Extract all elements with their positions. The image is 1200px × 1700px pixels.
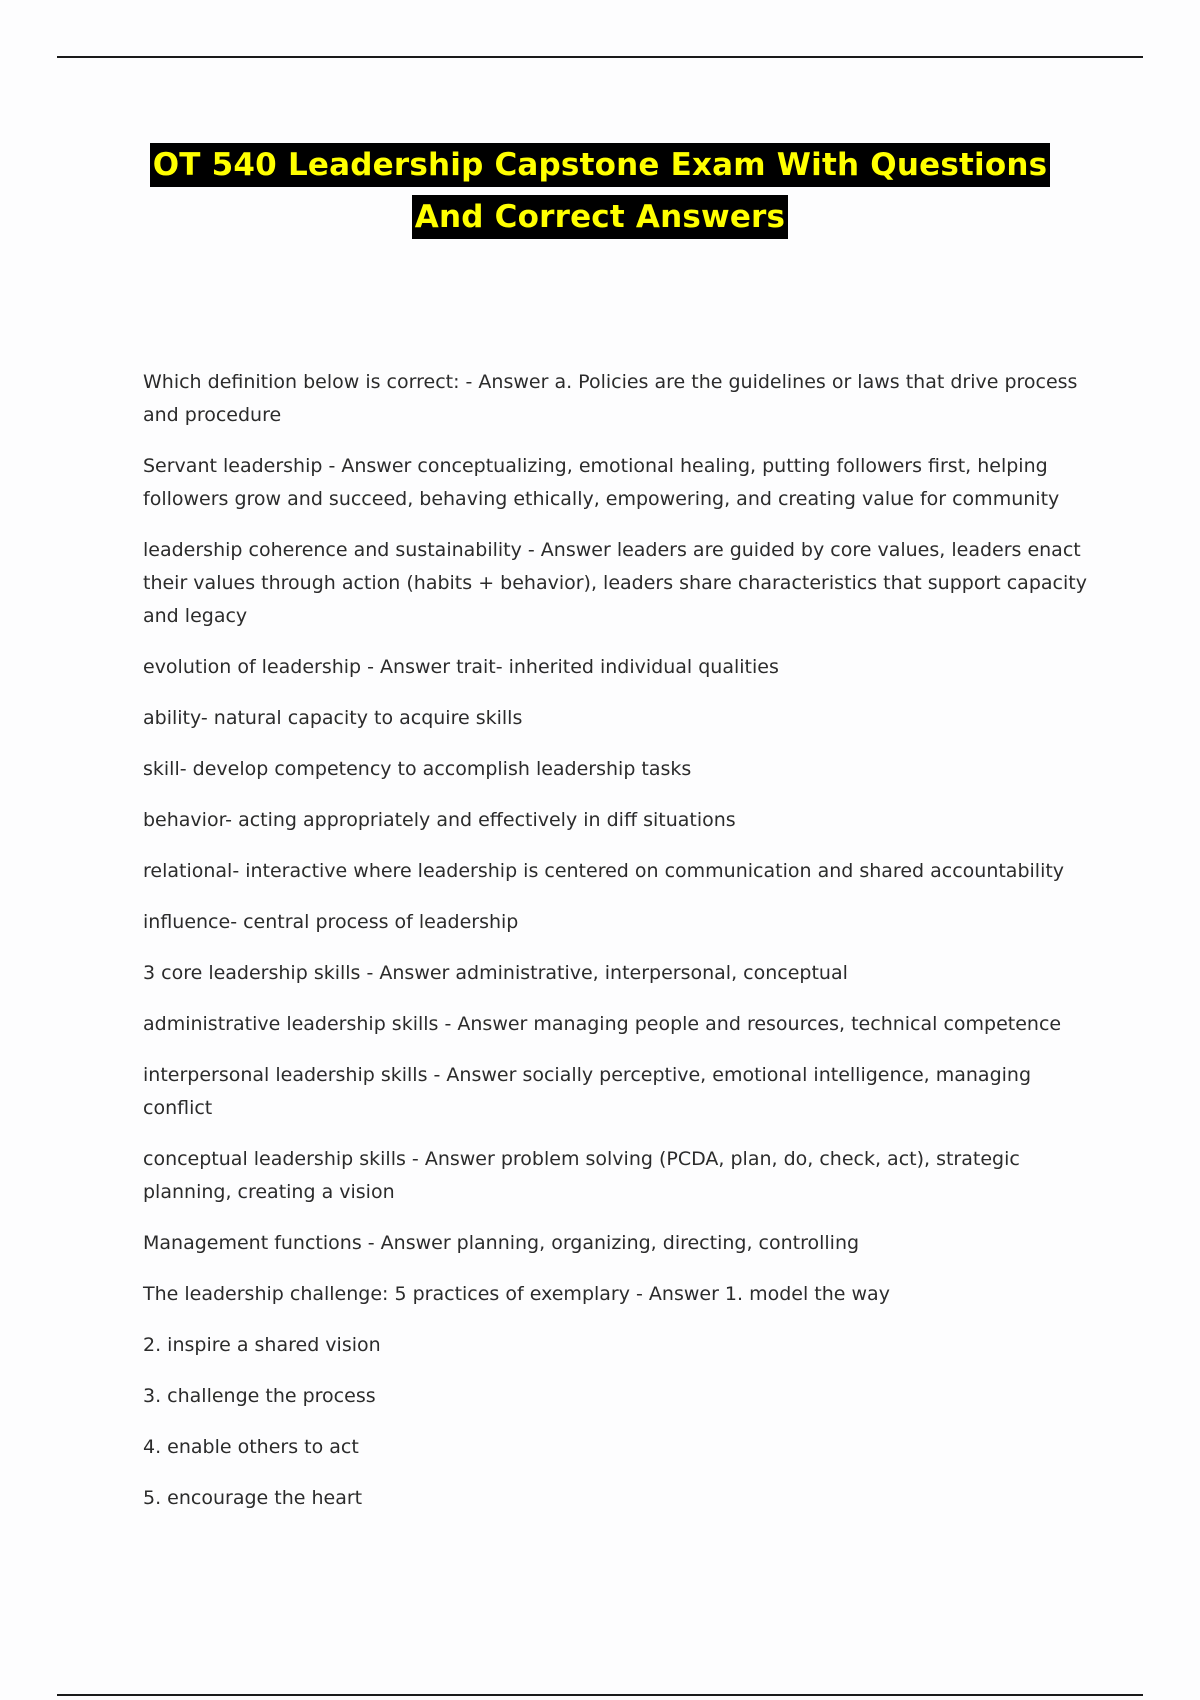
qa-paragraph: Servant leadership - Answer conceptualizing, emotional healing, putting followers first, helping followers grow and succeed, behaving ethically, empowering, and creating value for community xyxy=(143,455,1060,510)
qa-paragraph: conceptual leadership skills - Answer problem solving (PCDA, plan, do, check, act), strategic planning, creating a vision xyxy=(143,1148,1020,1203)
qa-paragraph: 3. challenge the process xyxy=(143,1385,376,1407)
qa-paragraph: 5. encourage the heart xyxy=(143,1487,363,1509)
document-body xyxy=(143,366,1093,1533)
qa-paragraph: evolution of leadership - Answer trait- inherited individual qualities xyxy=(143,656,779,678)
qa-paragraph: influence- central process of leadership xyxy=(143,911,519,933)
title-line-2: And Correct Answers xyxy=(412,195,788,239)
qa-paragraph: ability- natural capacity to acquire skills xyxy=(143,707,523,729)
qa-paragraph: 3 core leadership skills - Answer administrative, interpersonal, conceptual xyxy=(143,962,848,984)
qa-paragraph: interpersonal leadership skills - Answer socially perceptive, emotional intelligence, managing conflict xyxy=(143,1064,1032,1119)
qa-paragraph: Management functions - Answer planning, organizing, directing, controlling xyxy=(143,1232,860,1254)
document-title xyxy=(0,143,1200,239)
title-line-1: OT 540 Leadership Capstone Exam With Questions xyxy=(150,143,1051,187)
qa-paragraph: 4. enable others to act xyxy=(143,1436,359,1458)
qa-paragraph: leadership coherence and sustainability - Answer leaders are guided by core values, leaders enact their values through action (habits + behavior), leaders share characteristics that support capacity and legacy xyxy=(143,539,1087,627)
qa-paragraph: Which definition below is correct: - Answer a. Policies are the guidelines or laws that drive process and procedure xyxy=(143,371,1078,426)
qa-paragraph: skill- develop competency to accomplish leadership tasks xyxy=(143,758,692,780)
bottom-rule xyxy=(57,1694,1143,1696)
qa-paragraph: administrative leadership skills - Answer managing people and resources, technical competence xyxy=(143,1013,1062,1035)
top-rule xyxy=(57,56,1143,58)
qa-paragraph: The leadership challenge: 5 practices of exemplary - Answer 1. model the way xyxy=(143,1283,890,1305)
qa-paragraph: relational- interactive where leadership is centered on communication and shared accountability xyxy=(143,860,1065,882)
qa-paragraph: 2. inspire a shared vision xyxy=(143,1334,381,1356)
qa-paragraph: behavior- acting appropriately and effectively in diff situations xyxy=(143,809,736,831)
